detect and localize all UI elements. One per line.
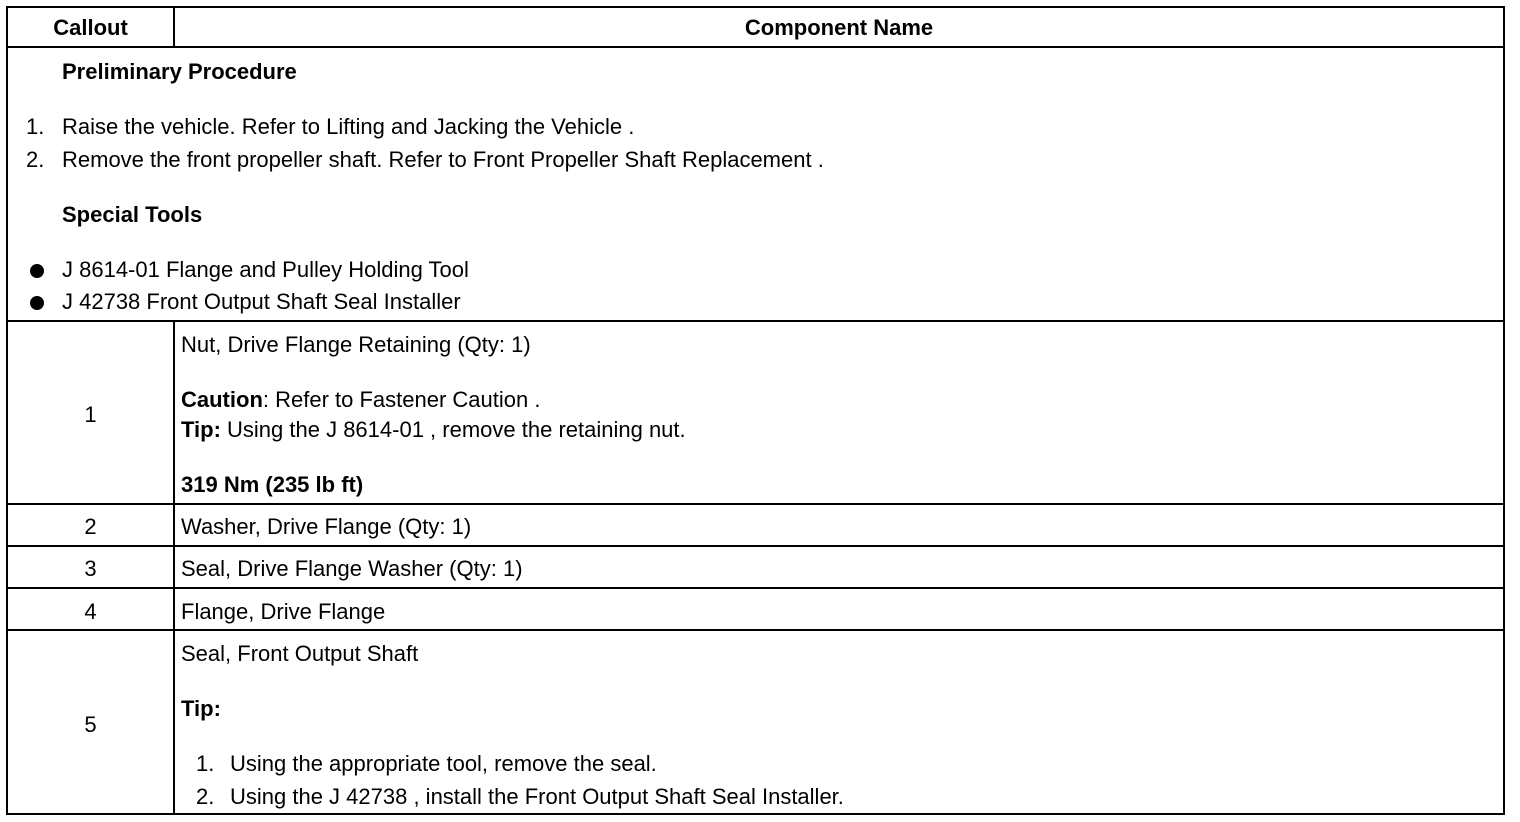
procedure-table [6,6,1505,815]
tip-label: Tip: [181,417,221,442]
col-divider [173,320,175,813]
row-callout: 5 [84,712,97,737]
tip-step: Using the J 42738 , install the Front Output Shaft Seal Installer. [230,784,844,809]
row-callout: 4 [84,599,97,624]
bullet-icon [30,264,44,278]
preliminary-step: Remove the front propeller shaft. Refer to Front Propeller Shaft Replacement . [62,147,824,172]
tip-line [181,417,686,443]
caution-line [181,387,540,413]
row-component-name: Seal, Drive Flange Washer (Qty: 1) [181,556,523,581]
row1-rule [8,503,1503,505]
preliminary-title: Preliminary Procedure [62,59,297,84]
tip-step-num: 1. [196,751,215,776]
special-tools-title: Special Tools [62,202,203,227]
tip-step-num: 2. [196,784,215,809]
caution-label: Caution [181,387,263,412]
preliminary-step-num: 2. [26,147,45,172]
header-component-name: Component Name [744,15,934,40]
row3-rule [8,587,1503,589]
preliminary-rule [8,320,1503,322]
tip-label: Tip: [181,696,221,721]
torque-spec: 319 Nm (235 lb ft) [181,472,364,497]
special-tool-item: J 8614-01 Flange and Pulley Holding Tool [62,257,469,282]
tip-step: Using the appropriate tool, remove the seal. [230,751,657,776]
caution-text: : Refer to Fastener Caution . [262,387,541,412]
preliminary-step-num: 1. [26,114,45,139]
row-callout: 1 [84,402,97,427]
header-callout: Callout [53,15,128,40]
preliminary-step: Raise the vehicle. Refer to Lifting and Jacking the Vehicle . [62,114,635,139]
row2-rule [8,545,1503,547]
special-tool-item: J 42738 Front Output Shaft Seal Installer [62,289,461,314]
header-rule [8,46,1503,48]
row-component-name: Washer, Drive Flange (Qty: 1) [181,514,472,539]
bullet-icon [30,296,44,310]
row-callout: 2 [84,514,97,539]
tip-text: Using the J 8614-01 , remove the retaining nut. [220,417,686,442]
row-callout: 3 [84,556,97,581]
row-component-name: Nut, Drive Flange Retaining (Qty: 1) [181,332,531,357]
row-component-name: Flange, Drive Flange [181,599,386,624]
row-component-name: Seal, Front Output Shaft [181,641,419,666]
row4-rule [8,629,1503,631]
